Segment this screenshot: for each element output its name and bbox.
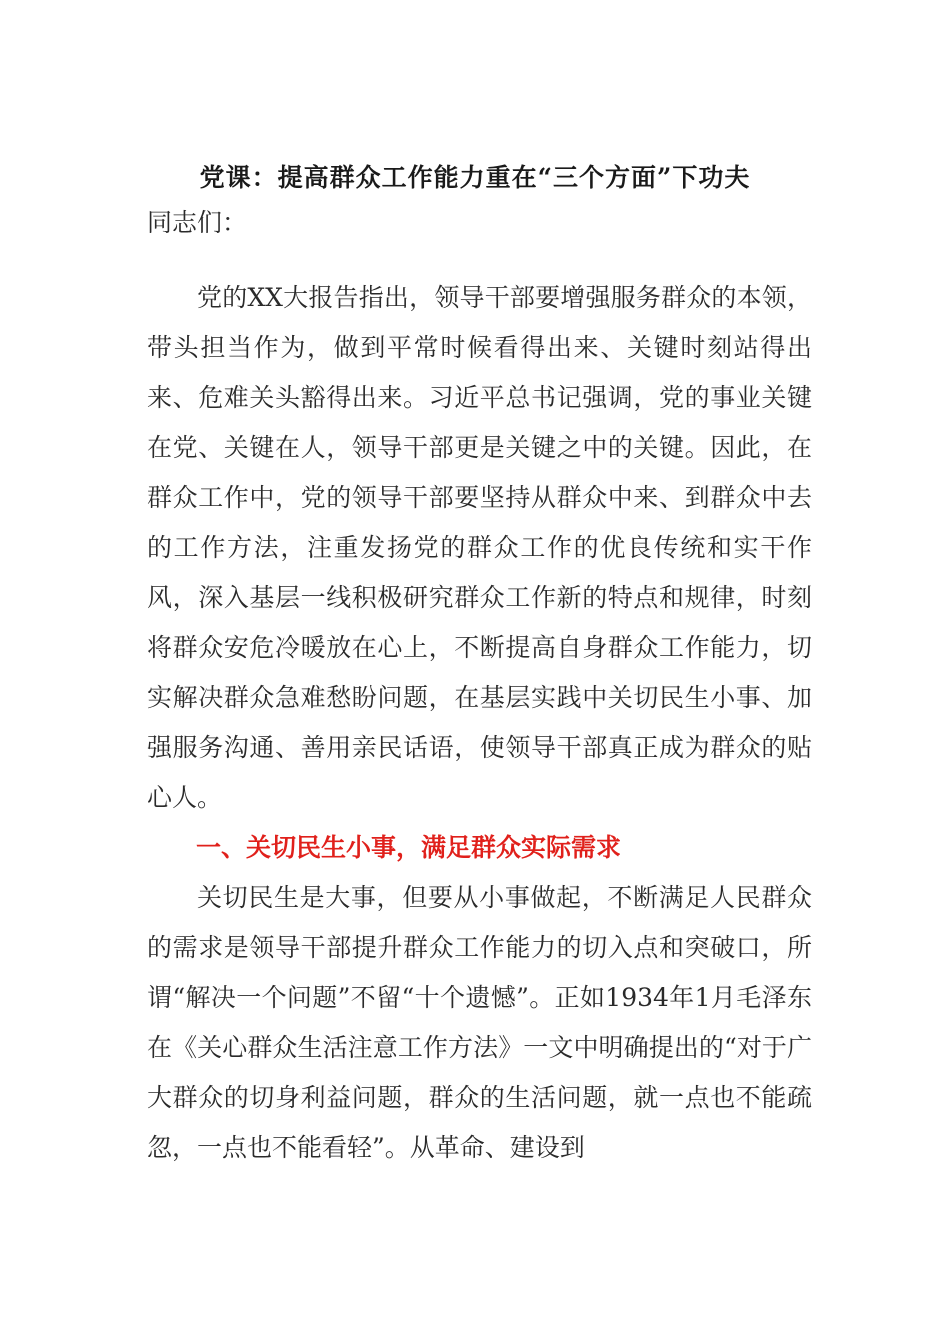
paragraph-section-1: 关切民生是大事，但要从小事做起，不断满足人民群众的需求是领导干部提升群众工作能力的切入点和突破口，所谓“解决一个问题”不留“十个遗憾”。正如1934年1月毛泽东在《关心群众生活注意工作方法》一文中明确提出的“对于广大群众的切身利益问题，群众的生活问题，就一点也不能疏忽，一点也不能看轻”。从革命、建设到 [147,883,812,1162]
document-title: 党课：提高群众工作能力重在“三个方面”下功夫 [199,163,751,192]
section-heading-1: 一、关切民生小事，满足群众实际需求 [196,833,622,862]
salutation: 同志们： [147,208,248,237]
paragraph-intro: 党的XX大报告指出，领导干部要增强服务群众的本领，带头担当作为，做到平常时候看得出来、关键时刻站得出来、危难关头豁得出来。习近平总书记强调，党的事业关键在党、关键在人，领导干部更是关键之中的关键。因此，在群众工作中，党的领导干部要坚持从群众中来、到群众中去的工作方法，注重发扬党的群众工作的优良传统和实干作风，深入基层一线积极研究群众工作新的特点和规律，时刻将群众安危冷暖放在心上，不断提高自身群众工作能力，切实解决群众急难愁盼问题，在基层实践中关切民生小事、加强服务沟通、善用亲民话语，使领导干部真正成为群众的贴心人。 [147,283,812,812]
